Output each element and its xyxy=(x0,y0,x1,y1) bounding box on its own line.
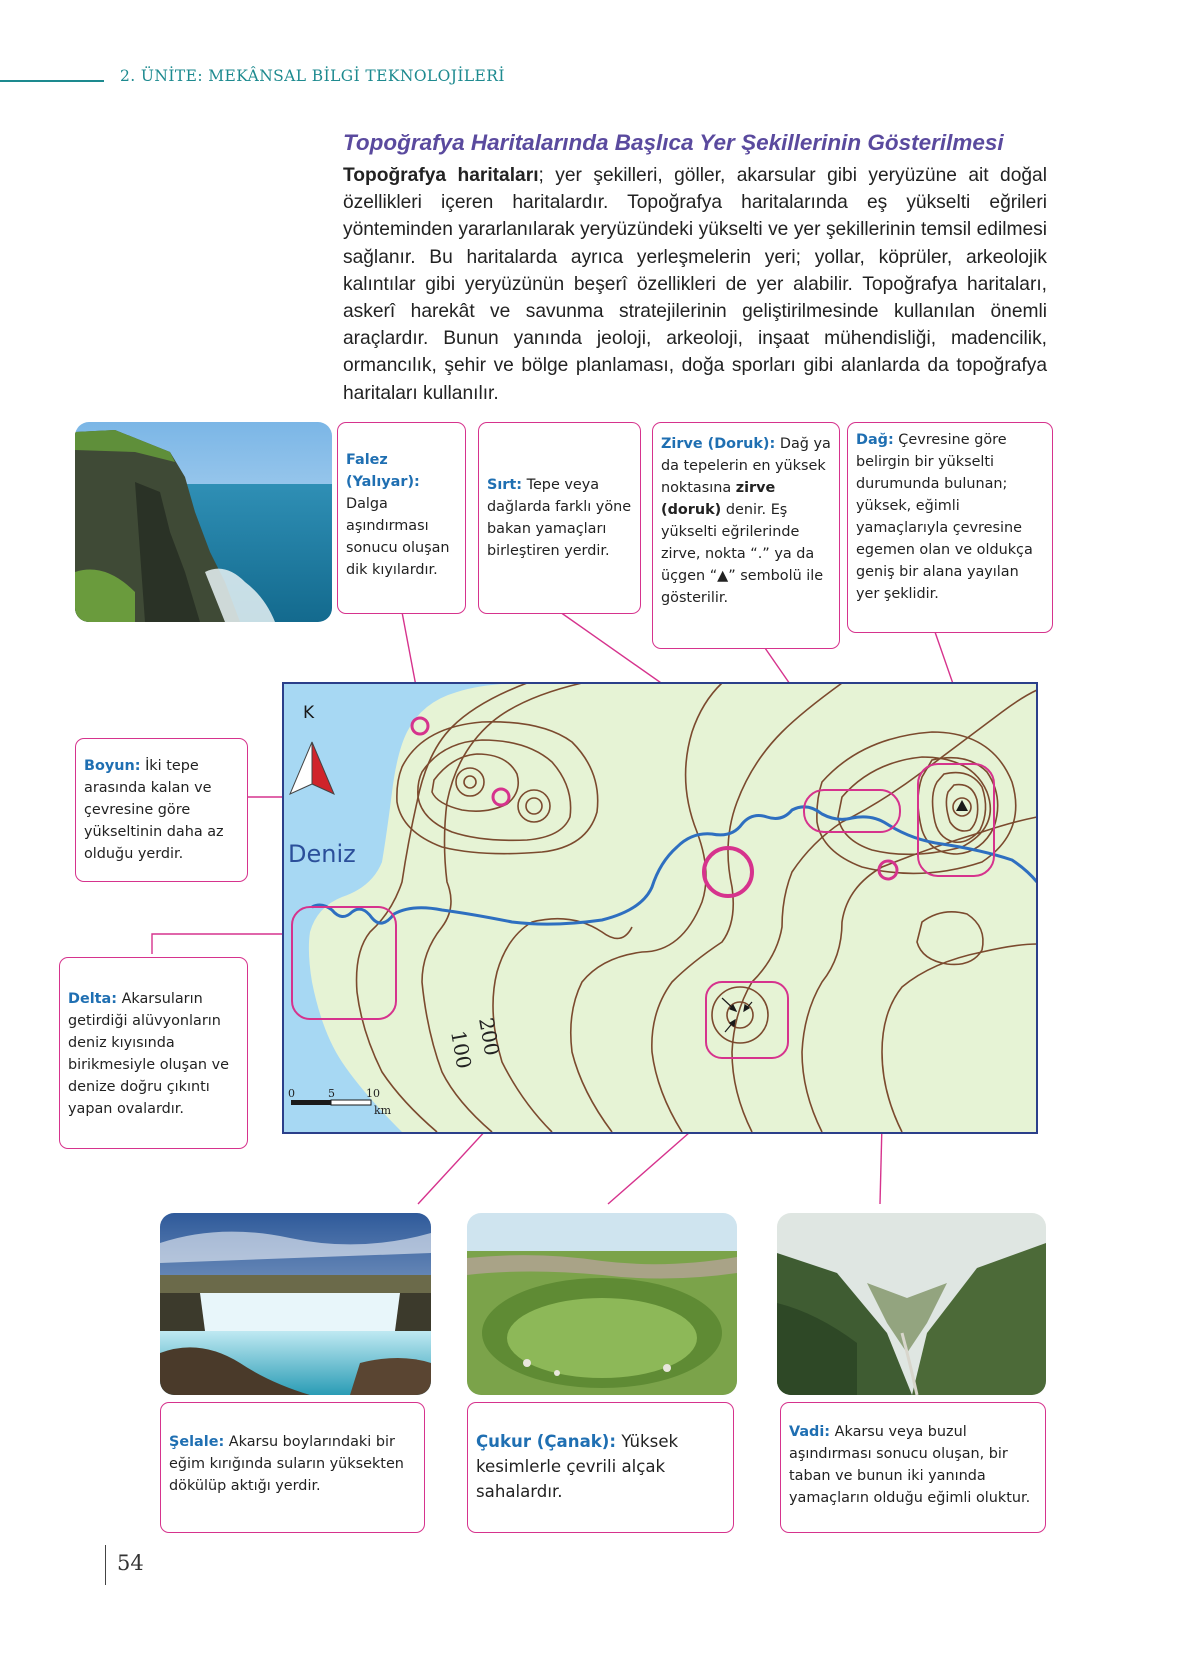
north-label: K xyxy=(303,703,315,723)
intro-bold-term: Topoğrafya haritaları xyxy=(343,165,539,186)
dag-text: Çevresine göre belirgin bir yükselti durumunda bulunan; yüksek, eğimli yamaçlarıyla çevresine egemen olan ve oldukça geniş bir alana yayılan yer şeklidir. xyxy=(856,432,1033,602)
dag-term: Dağ: xyxy=(856,432,894,448)
cukur-callout xyxy=(467,1402,734,1533)
zirve-text-2: denir. Eş yükselti eğrilerinde zirve, nokta “.” ya da üçgen “▲” sembolü ile gösterilir. xyxy=(661,502,824,606)
delta-text: Akarsuların getirdiği alüvyonların deniz kıyısında birikmesiyle oluşan ve denize doğru çıkıntı yapan ovalardır. xyxy=(68,991,229,1117)
scale-5: 5 xyxy=(328,1087,335,1100)
selale-term: Şelale: xyxy=(169,1434,225,1450)
falez-callout xyxy=(337,422,466,614)
footer-rule xyxy=(105,1545,106,1585)
sirt-text: Tepe veya dağlarda farklı yöne bakan yamaçları birleştiren yerdir. xyxy=(487,477,632,559)
zirve-bold: zirve (doruk) xyxy=(661,480,776,518)
selale-callout xyxy=(160,1402,425,1533)
vadi-term: Vadi: xyxy=(789,1424,831,1440)
cukur-term: Çukur (Çanak): xyxy=(476,1432,617,1451)
cukur-text: Yüksek kesimlerle çevrili alçak sahalardır. xyxy=(476,1432,679,1501)
boyun-callout xyxy=(75,738,248,882)
vadi-callout xyxy=(780,1402,1046,1533)
zirve-term: Zirve (Doruk): xyxy=(661,436,776,452)
falez-term: Falez (Yalıyar): xyxy=(346,452,420,490)
boyun-term: Boyun: xyxy=(84,758,141,774)
dag-callout xyxy=(847,422,1053,633)
scale-0: 0 xyxy=(288,1087,295,1100)
depression-photo xyxy=(467,1213,737,1395)
vadi-text: Akarsu veya buzul aşındırması sonucu oluşan, bir taban ve bunun iki yanında yamaçların olduğu eğimli oluktur. xyxy=(789,1424,1031,1506)
scale-10: 10 xyxy=(366,1087,380,1100)
sea-label: Deniz xyxy=(288,840,356,868)
section-title: Topoğrafya Haritalarında Başlıca Yer Şekillerinin Gösterilmesi xyxy=(343,130,1004,155)
delta-term: Delta: xyxy=(68,991,117,1007)
contour-label-100: 100 xyxy=(446,1028,477,1071)
valley-photo xyxy=(777,1213,1046,1395)
boyun-text: İki tepe arasında kalan ve çevresine göre yükseltinin daha az olduğu yerdir. xyxy=(84,758,224,862)
topographic-map xyxy=(282,682,1038,1134)
contour-label-200: 200 xyxy=(474,1015,505,1058)
waterfall-photo xyxy=(160,1213,431,1395)
sirt-term: Sırt: xyxy=(487,477,523,493)
falez-text: Dalga aşındırması sonucu oluşan dik kıyılardır. xyxy=(346,496,450,578)
scale-unit: km xyxy=(374,1104,392,1117)
zirve-text-1: Dağ ya da tepelerin en yüksek noktasına xyxy=(661,436,831,496)
cliff-photo xyxy=(75,422,332,622)
intro-text: ; yer şekilleri, göller, akarsular gibi yeryüzüne ait doğal özellikleri içeren haritalardır. Topoğrafya haritalarında eş yükselti eğrileri yönteminden yararlanılarak yeryüzündeki yükselti ve yer şekillerinin temsil edilmesi sağlanır. Bu haritalarda ayrıca yerleşmelerin yeri; yollar, köprüler, arkeolojik kalıntılar gibi yeryüzünün beşerî özellikleri de yer alabilir. Topoğrafya haritaları, askerî harekât ve savunma stratejilerinin geliştirilmesinde kullanılan önemli araçlardır. Bunun yanında jeoloji, arkeoloji, inşaat mühendisliği, madencilik, ormancılık, şehir ve bölge planlaması, doğa sporları gibi alanlarda da topoğrafya haritaları kullanılır. xyxy=(343,165,1047,404)
delta-callout xyxy=(59,957,248,1149)
zirve-callout xyxy=(652,422,840,649)
selale-text: Akarsu boylarındaki bir eğim kırığında suların yüksekten dökülüp aktığı yerdir. xyxy=(169,1434,404,1494)
page-number: 54 xyxy=(117,1551,144,1575)
unit-header: 2. ÜNİTE: MEKÂNSAL BİLGİ TEKNOLOJİLERİ xyxy=(120,67,505,85)
delta-connector xyxy=(152,934,290,954)
sirt-callout xyxy=(478,422,641,614)
